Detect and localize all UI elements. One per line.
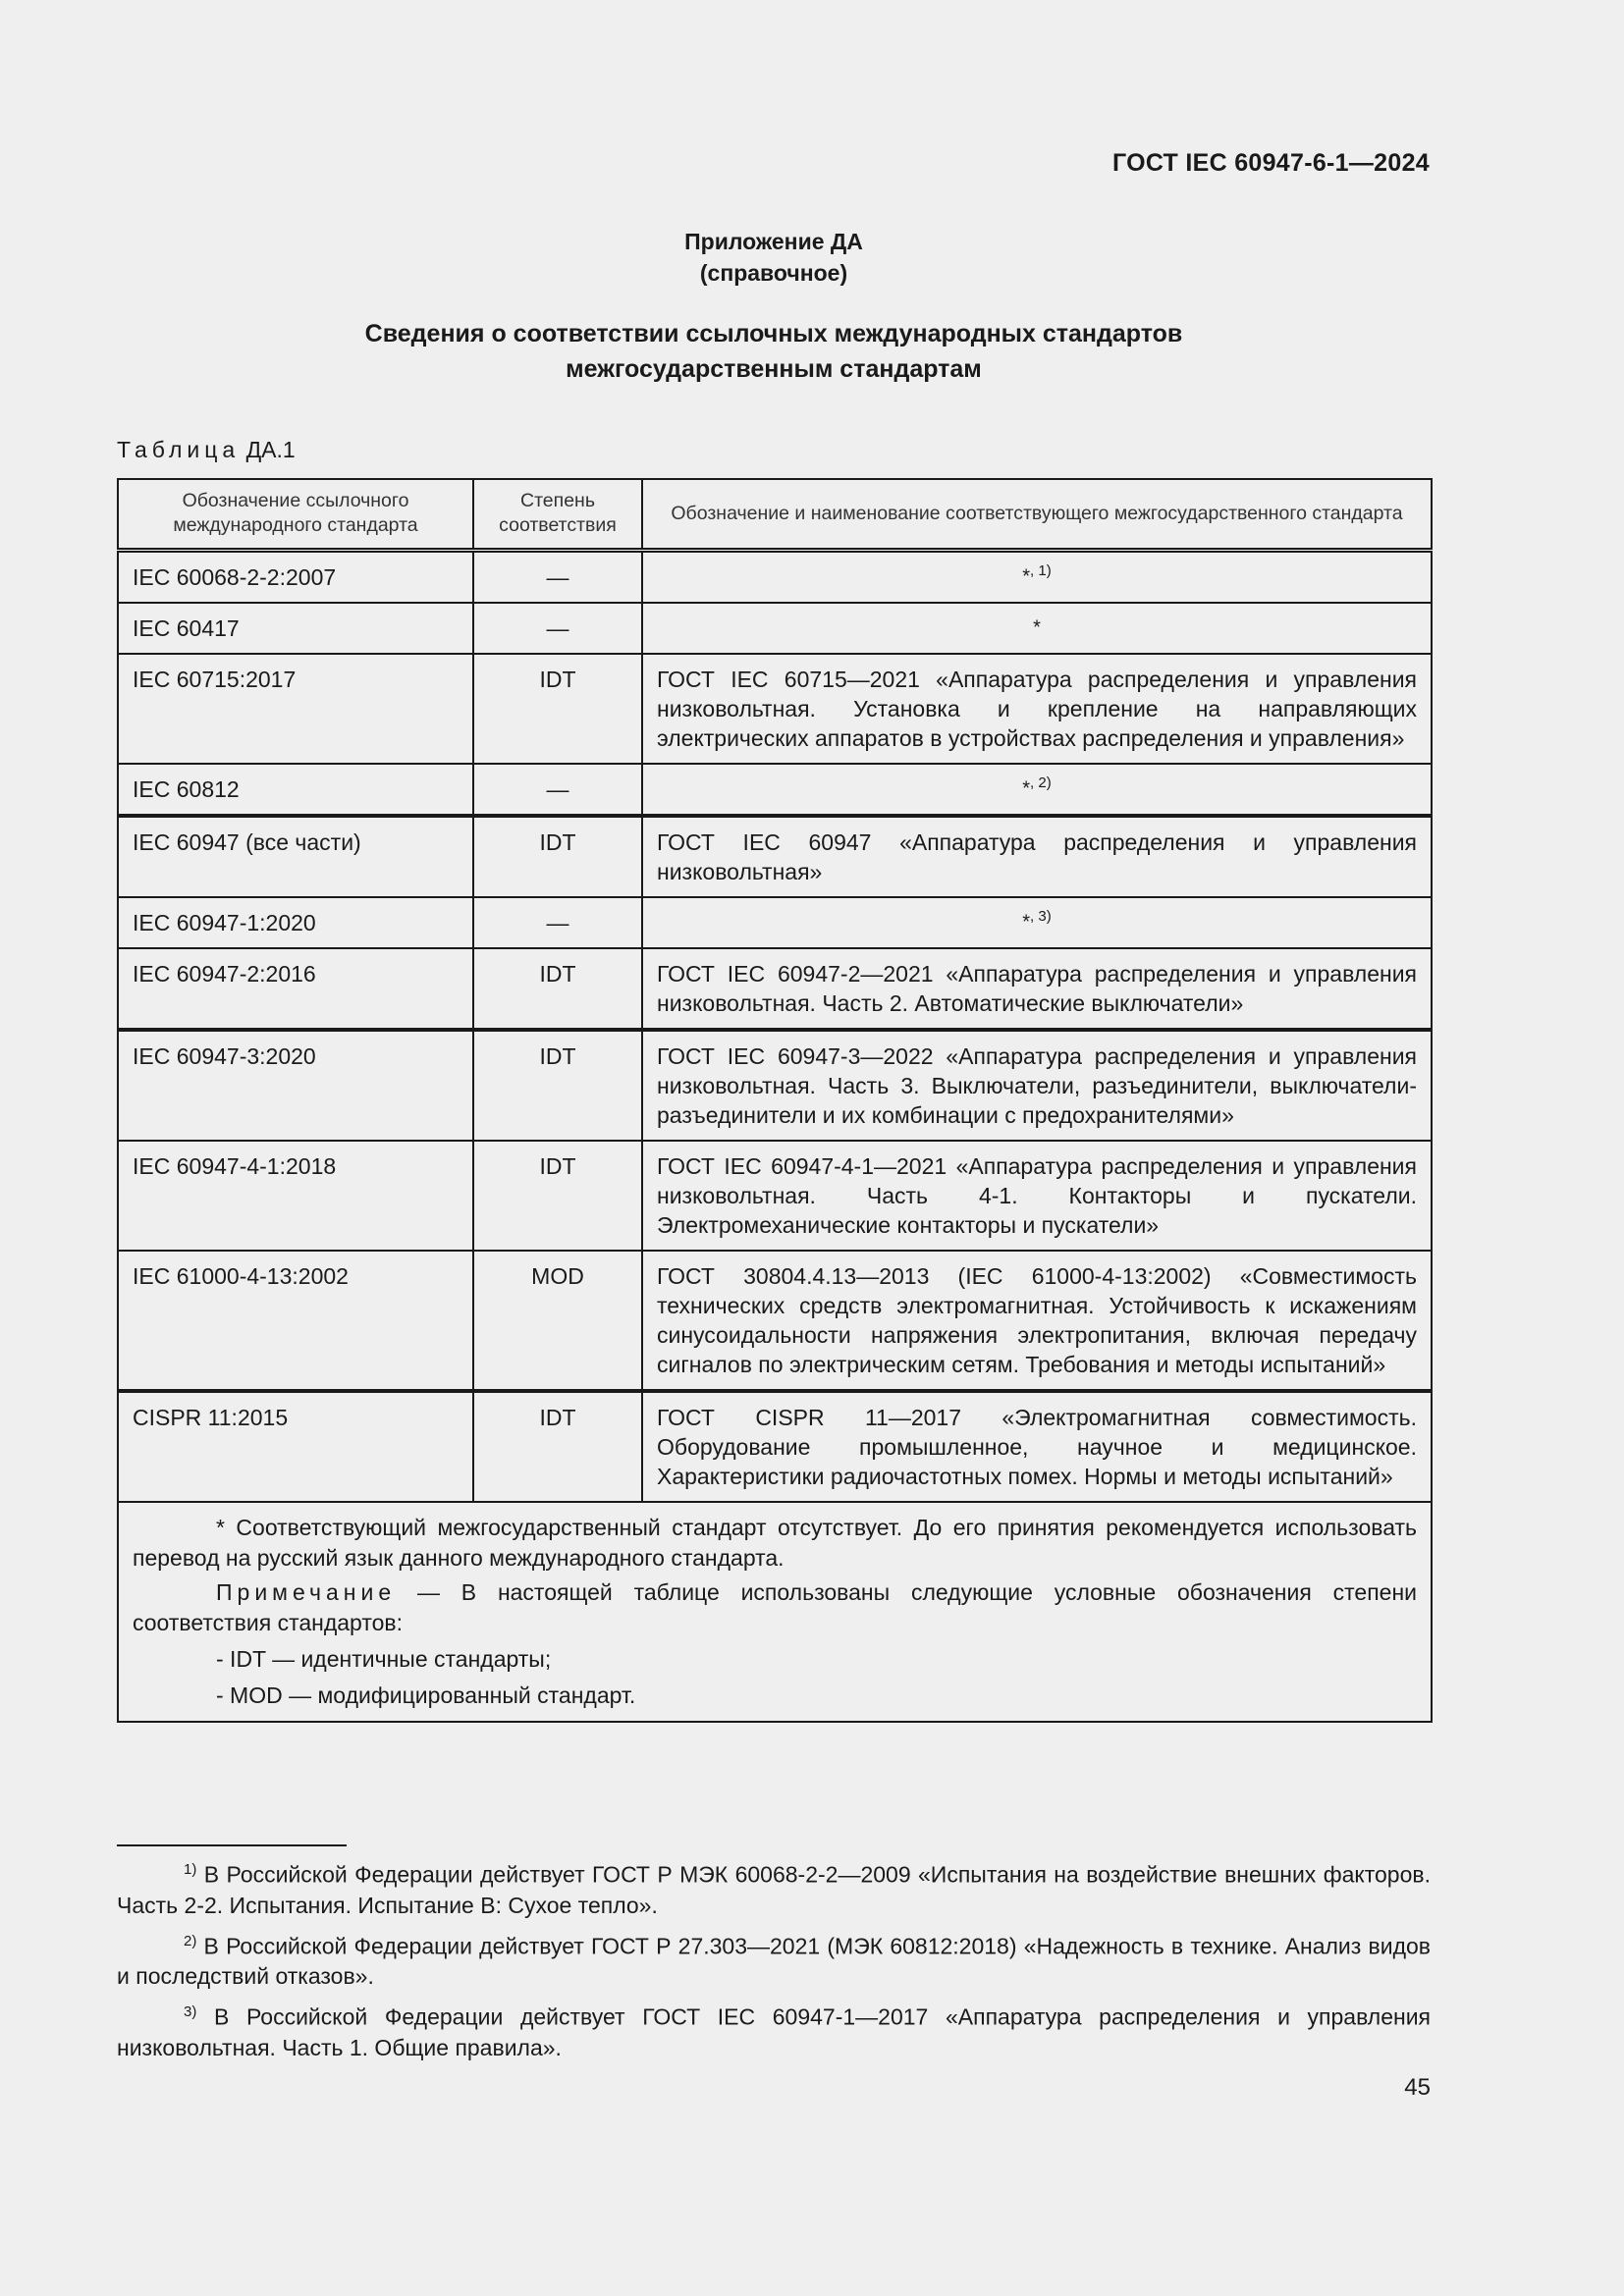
row-gost: ГОСТ IEC 60715—2021 «Аппаратура распределения и управления низковольтная. Установка и крепление на направляющих электрических аппаратов в устройствах распределения и управления» bbox=[642, 654, 1432, 764]
note-list-item: - IDT — идентичные стандарты; bbox=[216, 1646, 552, 1672]
asterisk-mark: * bbox=[1033, 616, 1041, 639]
row-degree: IDT bbox=[473, 654, 642, 764]
table-header-row bbox=[118, 479, 1432, 551]
table-row bbox=[118, 897, 1432, 948]
table-row bbox=[118, 764, 1432, 816]
table-row bbox=[118, 1030, 1432, 1141]
row-standard: IEC 60947 (все части) bbox=[118, 816, 473, 897]
correspondence-table bbox=[117, 478, 1433, 1723]
table-row bbox=[118, 1391, 1432, 1502]
document-code: ГОСТ IEC 60947-6-1—2024 bbox=[1111, 149, 1430, 177]
row-degree: — bbox=[473, 603, 642, 654]
row-gost: ГОСТ 30804.4.13—2013 (IEC 61000-4-13:2002) «Совместимость технических средств электромагнитная. Устойчивость к искажениям синусоидальности напряжения электропитания, включая передачу сигналов по электрическим сетям. Требования и методы испытаний» bbox=[642, 1251, 1432, 1391]
row-degree: — bbox=[473, 764, 642, 816]
row-standard: IEC 60715:2017 bbox=[118, 654, 473, 764]
table-row bbox=[118, 551, 1432, 604]
row-degree: MOD bbox=[473, 1251, 642, 1391]
asterisk-mark: * bbox=[1022, 911, 1031, 934]
annex-title: Приложение ДА bbox=[684, 229, 863, 254]
note-label: Примечание bbox=[216, 1579, 397, 1605]
table-notes-row bbox=[118, 1502, 1432, 1722]
page-title bbox=[0, 316, 1547, 387]
table-row bbox=[118, 654, 1432, 764]
row-gost-marker bbox=[642, 897, 1432, 948]
table-caption-number: ДА.1 bbox=[245, 437, 296, 462]
note-text: — В настоящей таблице использованы следующие условные обозначения степени соответствия стандартов: bbox=[133, 1579, 1417, 1635]
row-standard: IEC 60417 bbox=[118, 603, 473, 654]
page-title-line-1: Сведения о соответствии ссылочных международных стандартов bbox=[364, 320, 1183, 347]
row-gost: ГОСТ IEC 60947-3—2022 «Аппаратура распределения и управления низковольтная. Часть 3. Выключатели, разъединители, выключатели-разъединители и их комбинации с предохранителями» bbox=[642, 1030, 1432, 1141]
row-gost: ГОСТ IEC 60947-2—2021 «Аппаратура распределения и управления низковольтная. Часть 2. Автоматические выключатели» bbox=[642, 948, 1432, 1030]
table-caption bbox=[117, 437, 296, 463]
footnote-mark: 3) bbox=[184, 2003, 197, 2021]
note-paragraph bbox=[133, 1577, 1417, 1638]
annex-subtitle: (справочное) bbox=[699, 260, 848, 286]
row-gost-marker bbox=[642, 551, 1432, 604]
row-gost-marker bbox=[642, 764, 1432, 816]
annex-heading bbox=[0, 226, 1547, 289]
footnote-ref: , 1) bbox=[1030, 562, 1052, 579]
header-interstate-standard: Обозначение и наименование соответствующего межгосударственного стандарта bbox=[642, 479, 1432, 551]
footnote bbox=[117, 1926, 1431, 1993]
table-row bbox=[118, 603, 1432, 654]
row-degree: IDT bbox=[473, 948, 642, 1030]
asterisk-note: * Соответствующий межгосударственный стандарт отсутствует. До его принятия рекомендуется использовать перевод на русский язык данного международного стандарта. bbox=[133, 1515, 1417, 1571]
footnote-mark: 2) bbox=[184, 1932, 197, 1949]
row-degree: IDT bbox=[473, 816, 642, 897]
row-gost-marker bbox=[642, 603, 1432, 654]
footnote bbox=[117, 1854, 1431, 1921]
asterisk-mark: * bbox=[1022, 565, 1031, 588]
table-row bbox=[118, 948, 1432, 1030]
table-row bbox=[118, 816, 1432, 897]
footnote-ref: , 3) bbox=[1030, 908, 1052, 925]
header-reference-standard: Обозначение ссылочного международного стандарта bbox=[118, 479, 473, 551]
footnote-divider bbox=[117, 1844, 347, 1846]
row-gost: ГОСТ IEC 60947-4-1—2021 «Аппаратура распределения и управления низковольтная. Часть 4-1. Контакторы и пускатели. Электромеханические контакторы и пускатели» bbox=[642, 1141, 1432, 1251]
row-gost: ГОСТ CISPR 11—2017 «Электромагнитная совместимость. Оборудование промышленное, научное и медицинское. Характеристики радиочастотных помех. Нормы и методы испытаний» bbox=[642, 1391, 1432, 1502]
table-row bbox=[118, 1251, 1432, 1391]
row-degree: — bbox=[473, 897, 642, 948]
table-row bbox=[118, 1141, 1432, 1251]
row-standard: IEC 60068-2-2:2007 bbox=[118, 551, 473, 604]
footnote bbox=[117, 1997, 1431, 2063]
row-standard: IEC 60812 bbox=[118, 764, 473, 816]
table-caption-label: Таблица bbox=[117, 437, 241, 462]
footnote-text: В Российской Федерации действует ГОСТ Р 27.303—2021 (МЭК 60812:2018) «Надежность в технике. Анализ видов и последствий отказов». bbox=[117, 1933, 1431, 1990]
table-notes bbox=[118, 1502, 1432, 1722]
row-degree: — bbox=[473, 551, 642, 604]
row-standard: CISPR 11:2015 bbox=[118, 1391, 473, 1502]
page-number: 45 bbox=[1404, 2074, 1431, 2101]
row-gost: ГОСТ IEC 60947 «Аппаратура распределения и управления низковольтная» bbox=[642, 816, 1432, 897]
row-degree: IDT bbox=[473, 1391, 642, 1502]
row-standard: IEC 60947-1:2020 bbox=[118, 897, 473, 948]
row-degree: IDT bbox=[473, 1141, 642, 1251]
row-standard: IEC 60947-4-1:2018 bbox=[118, 1141, 473, 1251]
asterisk-mark: * bbox=[1022, 777, 1031, 800]
note-list-item: - MOD — модифицированный стандарт. bbox=[216, 1682, 636, 1708]
row-standard: IEC 60947-2:2016 bbox=[118, 948, 473, 1030]
row-degree: IDT bbox=[473, 1030, 642, 1141]
footnote-text: В Российской Федерации действует ГОСТ Р МЭК 60068-2-2—2009 «Испытания на воздействие внешних факторов. Часть 2-2. Испытания. Испытание В: Сухое тепло». bbox=[117, 1861, 1431, 1918]
page-title-line-2: межгосударственным стандартам bbox=[566, 355, 982, 383]
row-standard: IEC 61000-4-13:2002 bbox=[118, 1251, 473, 1391]
footnotes bbox=[117, 1854, 1431, 2068]
footnote-text: В Российской Федерации действует ГОСТ IEC 60947-1—2017 «Аппаратура распределения и управления низковольтная. Часть 1. Общие правила». bbox=[117, 2003, 1431, 2060]
row-standard: IEC 60947-3:2020 bbox=[118, 1030, 473, 1141]
footnote-mark: 1) bbox=[184, 1861, 197, 1878]
footnote-ref: , 2) bbox=[1030, 774, 1052, 791]
header-degree: Степень соответствия bbox=[473, 479, 642, 551]
